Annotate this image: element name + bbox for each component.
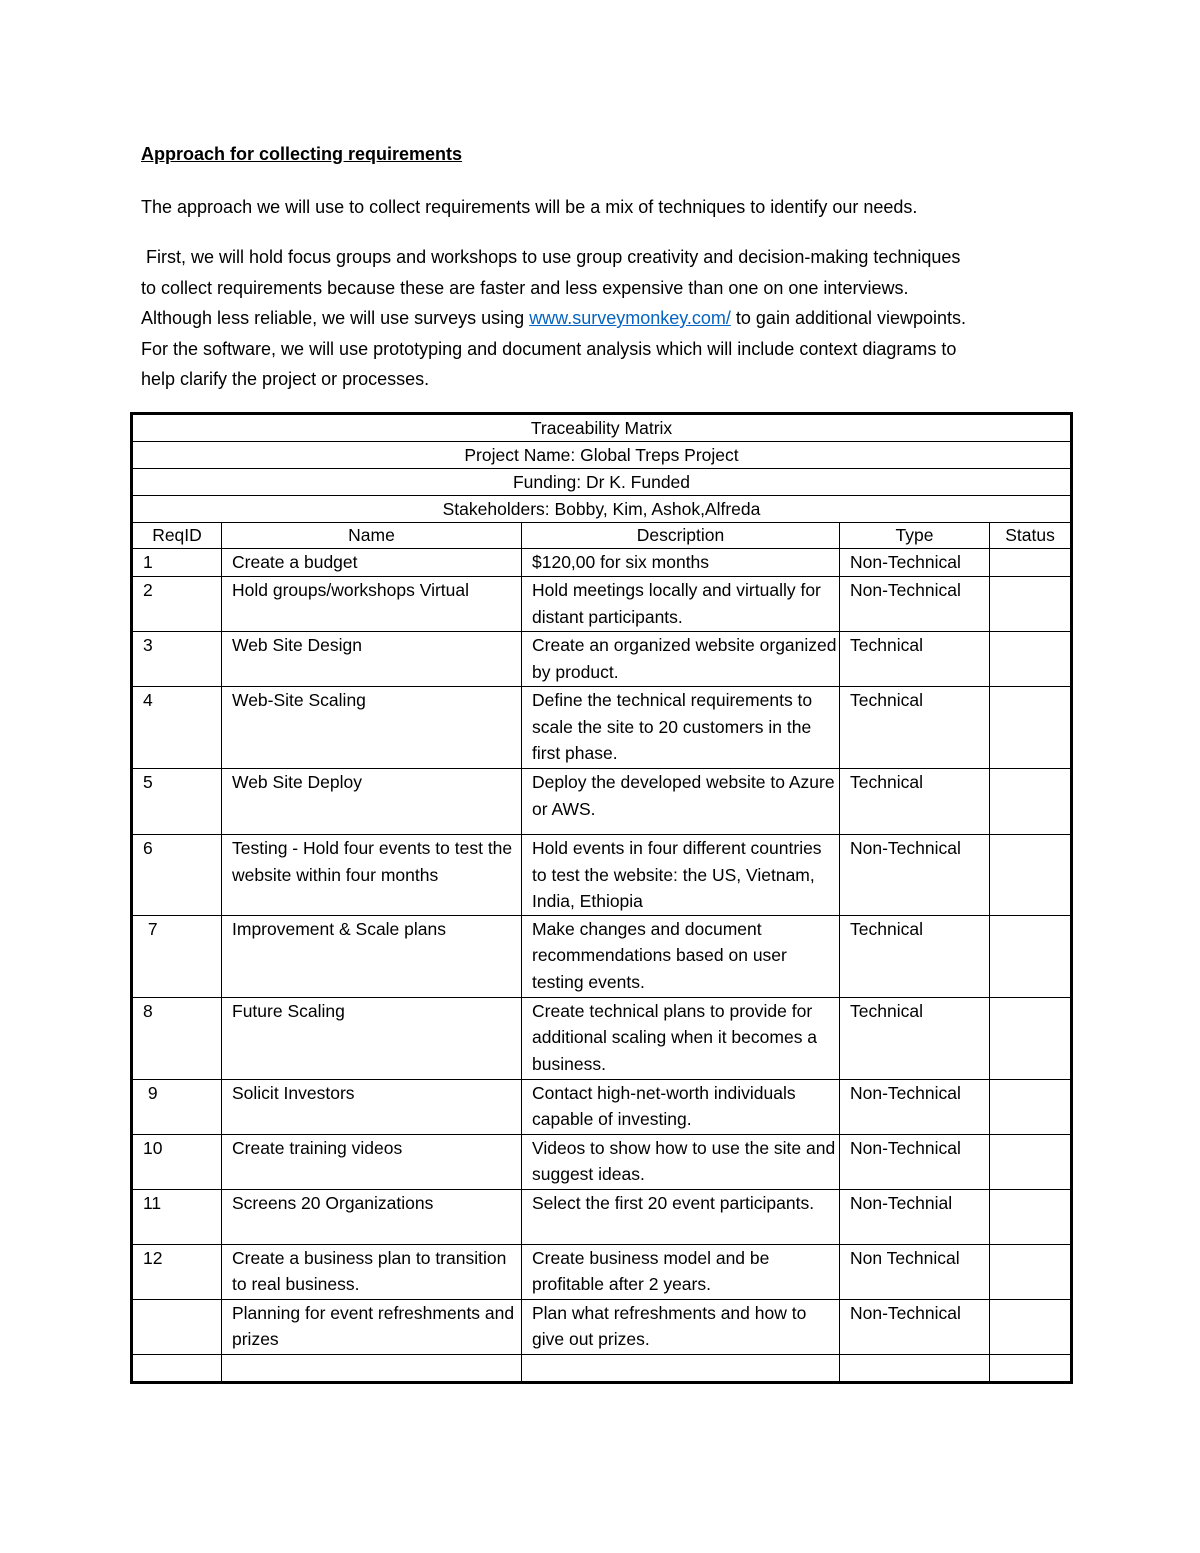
section-heading: Approach for collecting requirements [141, 144, 463, 164]
table-row [132, 1299, 1072, 1354]
cell-reqid: 8 [132, 997, 222, 1079]
cell-description: Deploy the developed website to Azure or AWS. [522, 769, 840, 835]
cell-status [990, 915, 1072, 997]
cell-status [990, 1354, 1072, 1382]
cell-description: Plan what refreshments and how to give out prizes. [522, 1299, 840, 1354]
cell-description: Hold events in four different countries to test the website: the US, Vietnam, India, Ethiopia [522, 835, 840, 916]
cell-status [990, 1189, 1072, 1244]
cell-status [990, 577, 1072, 632]
column-header-description: Description [522, 523, 840, 549]
cell-type: Technical [840, 687, 990, 769]
cell-type: Non-Technical [840, 1134, 990, 1189]
cell-reqid: 1 [132, 549, 222, 577]
approach-line-1: First, we will hold focus groups and workshops to use group creativity and decision-making techniques [141, 247, 961, 267]
column-header-status: Status [990, 523, 1072, 549]
cell-description: Create business model and be profitable after 2 years. [522, 1244, 840, 1299]
cell-description: $120,00 for six months [522, 549, 840, 577]
cell-description: Hold meetings locally and virtually for distant participants. [522, 577, 840, 632]
cell-reqid: 12 [132, 1244, 222, 1299]
cell-reqid: 4 [132, 687, 222, 769]
cell-status [990, 769, 1072, 835]
table-row [132, 997, 1072, 1079]
cell-name: Screens 20 Organizations [222, 1189, 522, 1244]
cell-status [990, 1134, 1072, 1189]
approach-line-3 [141, 303, 966, 334]
cell-description: Videos to show how to use the site and suggest ideas. [522, 1134, 840, 1189]
approach-paragraph [141, 242, 966, 395]
cell-name: Testing - Hold four events to test the website within four months [222, 835, 522, 916]
cell-type: Non-Technial [840, 1189, 990, 1244]
cell-name: Web Site Deploy [222, 769, 522, 835]
cell-reqid [132, 1299, 222, 1354]
cell-status [990, 1299, 1072, 1354]
column-header-name: Name [222, 523, 522, 549]
table-row [132, 687, 1072, 769]
cell-reqid: 3 [132, 632, 222, 687]
funding: Funding: Dr K. Funded [132, 469, 1072, 496]
cell-status [990, 1244, 1072, 1299]
cell-name: Create a budget [222, 549, 522, 577]
cell-reqid: 2 [132, 577, 222, 632]
traceability-matrix-table [130, 412, 1073, 1384]
cell-name: Web Site Design [222, 632, 522, 687]
cell-description: Contact high-net-worth individuals capable of investing. [522, 1079, 840, 1134]
cell-name: Solicit Investors [222, 1079, 522, 1134]
project-name: Project Name: Global Treps Project [132, 442, 1072, 469]
cell-name: Planning for event refreshments and prizes [222, 1299, 522, 1354]
intro-paragraph: The approach we will use to collect requirements will be a mix of techniques to identify our needs. [141, 197, 918, 217]
cell-status [990, 835, 1072, 916]
cell-description [522, 1354, 840, 1382]
cell-status [990, 997, 1072, 1079]
stakeholders: Stakeholders: Bobby, Kim, Ashok,Alfreda [132, 496, 1072, 523]
cell-type: Technical [840, 632, 990, 687]
table-row [132, 1134, 1072, 1189]
cell-type: Technical [840, 915, 990, 997]
cell-type: Non-Technical [840, 1079, 990, 1134]
table-title: Traceability Matrix [132, 414, 1072, 442]
cell-type: Non-Technical [840, 1299, 990, 1354]
table-row [132, 769, 1072, 835]
cell-type: Non Technical [840, 1244, 990, 1299]
cell-status [990, 1079, 1072, 1134]
table-row [132, 915, 1072, 997]
cell-type: Non-Technical [840, 835, 990, 916]
table-row [132, 1189, 1072, 1244]
table-row [132, 835, 1072, 916]
surveymonkey-link[interactable]: www.surveymonkey.com/ [529, 308, 731, 328]
column-header-type: Type [840, 523, 990, 549]
cell-reqid: 7 [132, 915, 222, 997]
cell-reqid [132, 1354, 222, 1382]
cell-name: Improvement & Scale plans [222, 915, 522, 997]
column-header-reqid: ReqID [132, 523, 222, 549]
approach-line-4: For the software, we will use prototyping and document analysis which will include context diagrams to [141, 338, 957, 359]
cell-type: Technical [840, 769, 990, 835]
cell-status [990, 632, 1072, 687]
cell-name: Future Scaling [222, 997, 522, 1079]
cell-description: Select the first 20 event participants. [522, 1189, 840, 1244]
cell-reqid: 5 [132, 769, 222, 835]
approach-line-5: help clarify the project or processes. [141, 369, 430, 389]
table-row [132, 1079, 1072, 1134]
cell-description: Create technical plans to provide for additional scaling when it becomes a business. [522, 997, 840, 1079]
cell-description: Create an organized website organized by product. [522, 632, 840, 687]
approach-line-3-before: Although less reliable, we will use surveys using [141, 308, 530, 328]
table-row [132, 1244, 1072, 1299]
cell-type: Non-Technical [840, 549, 990, 577]
table-row [132, 632, 1072, 687]
cell-reqid: 10 [132, 1134, 222, 1189]
table-row [132, 577, 1072, 632]
table-row [132, 549, 1072, 577]
cell-description: Define the technical requirements to scale the site to 20 customers in the first phase. [522, 687, 840, 769]
cell-reqid: 6 [132, 835, 222, 916]
cell-name: Create a business plan to transition to real business. [222, 1244, 522, 1299]
cell-description: Make changes and document recommendations based on user testing events. [522, 915, 840, 997]
cell-status [990, 687, 1072, 769]
cell-status [990, 549, 1072, 577]
approach-line-3-after: to gain additional viewpoints. [730, 308, 967, 328]
approach-line-2: to collect requirements because these are faster and less expensive than one on one interviews. [141, 277, 909, 298]
cell-reqid: 9 [132, 1079, 222, 1134]
cell-type [840, 1354, 990, 1382]
cell-name: Create training videos [222, 1134, 522, 1189]
cell-name [222, 1354, 522, 1382]
cell-type: Technical [840, 997, 990, 1079]
cell-name: Hold groups/workshops Virtual [222, 577, 522, 632]
cell-reqid: 11 [132, 1189, 222, 1244]
table-row [132, 1354, 1072, 1382]
cell-type: Non-Technical [840, 577, 990, 632]
cell-name: Web-Site Scaling [222, 687, 522, 769]
